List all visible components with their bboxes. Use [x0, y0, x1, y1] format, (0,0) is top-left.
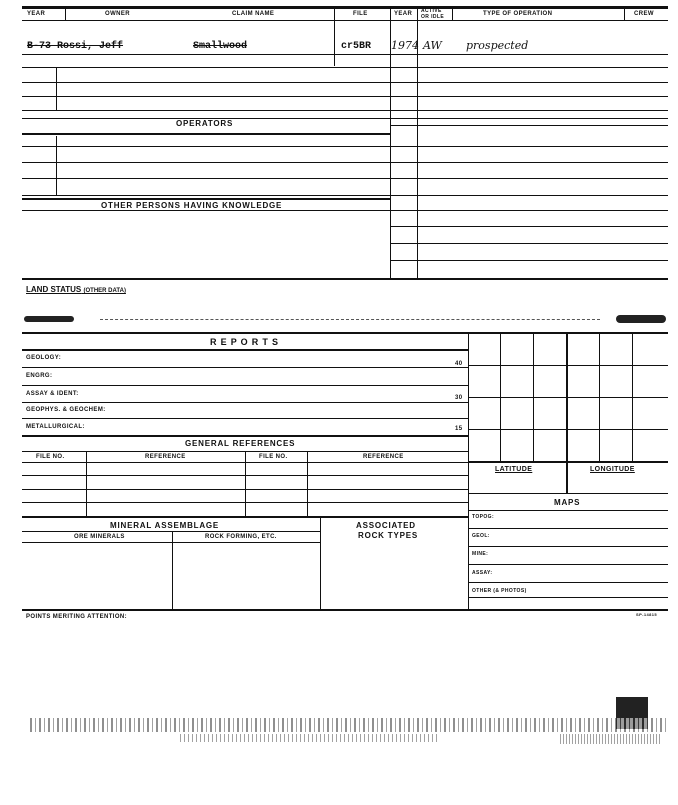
scan-smudge: [24, 316, 74, 322]
row-line: [390, 226, 668, 227]
divider: [65, 8, 66, 20]
row-line: [468, 582, 668, 583]
map-geol: GEOL:: [472, 533, 490, 539]
map-topog: TOPOG:: [472, 514, 495, 520]
rock-types-heading: ROCK TYPES: [358, 531, 419, 540]
scan-smudge: [616, 315, 666, 323]
dashed-line: [100, 319, 600, 320]
section-line: [22, 332, 668, 334]
divider: [452, 8, 453, 20]
row-line: [468, 528, 668, 529]
report-number-15: 15: [455, 426, 463, 432]
scan-noise-band: [30, 718, 666, 732]
header-underline: [22, 20, 668, 21]
row-line: [22, 67, 668, 68]
claim-name-entry: Smallwood: [193, 41, 248, 52]
report-assay-ident: ASSAY & IDENT:: [26, 391, 79, 397]
row-line: [390, 125, 668, 126]
map-other-photos: OTHER (& PHOTOS): [472, 588, 527, 594]
row-line: [390, 210, 668, 211]
ref-header-reference-2: REFERENCE: [363, 454, 404, 460]
land-status-heading: LAND STATUS (OTHER DATA): [26, 285, 126, 294]
section-line: [22, 278, 668, 280]
row-line: [22, 82, 668, 83]
header-type-of-operation: TYPE OF OPERATION: [483, 11, 553, 17]
divider: [56, 136, 57, 196]
row-line: [22, 531, 320, 532]
row-line: [22, 96, 668, 97]
reports-heading: R E P O R T S: [210, 337, 279, 347]
year-entry: 1974: [391, 39, 419, 52]
header-year: YEAR: [27, 11, 46, 17]
row-line: [22, 146, 668, 147]
divider: [468, 333, 469, 609]
row-line: [468, 493, 668, 494]
divider: [334, 8, 335, 66]
report-geology: GEOLOGY:: [26, 355, 62, 361]
mineral-assemblage-heading: MINERAL ASSEMBLAGE: [110, 521, 220, 530]
row-line: [22, 418, 468, 419]
header-owner: OWNER: [105, 11, 130, 17]
row-line: [22, 178, 668, 179]
map-mine: MINE:: [472, 551, 489, 557]
row-line: [22, 516, 468, 518]
row-line: [390, 260, 668, 261]
ore-minerals-header: ORE MINERALS: [74, 534, 125, 540]
report-geophys: GEOPHYS. & GEOCHEM:: [26, 407, 106, 413]
active-idle-entry: AW: [423, 39, 442, 52]
points-meriting-attention: POINTS MERITING ATTENTION:: [26, 614, 128, 620]
top-border: [22, 6, 668, 9]
divider: [320, 516, 321, 609]
row-line: [468, 597, 668, 598]
divider: [172, 531, 173, 609]
row-line: [22, 435, 468, 437]
report-metallurgical: METALLURGICAL:: [26, 424, 85, 430]
row-line: [22, 210, 390, 211]
row-line: [22, 385, 468, 386]
row-line: [22, 195, 668, 196]
row-line: [468, 564, 668, 565]
longitude-label: LONGITUDE: [590, 466, 635, 473]
row-line: [22, 133, 390, 135]
header-active: ACTIVE: [421, 8, 442, 14]
ref-header-file-no-1: FILE NO.: [36, 454, 65, 460]
row-line: [468, 510, 668, 511]
report-engrg: ENGRG:: [26, 373, 53, 379]
section-line: [22, 609, 668, 611]
divider: [624, 8, 625, 20]
report-number-30: 30: [455, 395, 463, 401]
row-line: [22, 542, 320, 543]
row-line: [22, 110, 668, 111]
row-line: [22, 54, 668, 55]
scan-noise-band: [180, 734, 440, 742]
row-line: [22, 118, 668, 119]
row-line: [22, 349, 468, 351]
header-or-idle: OR IDLE: [421, 14, 445, 20]
ref-header-reference-1: REFERENCE: [145, 454, 186, 460]
rock-forming-header: ROCK FORMING, ETC.: [205, 534, 277, 540]
header-crew: CREW: [634, 11, 654, 17]
grid-line: [468, 365, 668, 366]
row-line: [390, 243, 668, 244]
divider: [307, 451, 308, 516]
form-code: SP-14815: [636, 612, 657, 617]
grid-line: [468, 429, 668, 430]
general-references-heading: GENERAL REFERENCES: [185, 439, 296, 448]
scan-noise-band: [560, 734, 660, 744]
ref-header-file-no-2: FILE NO.: [259, 454, 288, 460]
row-line: [468, 546, 668, 547]
other-persons-heading: OTHER PERSONS HAVING KNOWLEDGE: [101, 201, 283, 210]
file-entry: cr5BR: [341, 41, 372, 52]
type-of-operation-entry: prospected: [466, 39, 529, 52]
associated-heading: ASSOCIATED: [356, 521, 416, 530]
grid-line: [468, 461, 668, 463]
map-assay: ASSAY:: [472, 570, 493, 576]
report-number-40: 40: [455, 361, 463, 367]
divider: [86, 451, 87, 516]
header-claim-name: CLAIM NAME: [232, 11, 275, 17]
row-line: [22, 198, 390, 200]
divider: [245, 451, 246, 516]
latitude-label: LATITUDE: [495, 466, 533, 473]
divider: [56, 68, 57, 110]
header-year-2: YEAR: [394, 11, 413, 17]
maps-heading: MAPS: [554, 498, 581, 507]
owner-entry: B-73 Rossi, Jeff: [27, 41, 124, 52]
header-file: FILE: [353, 11, 368, 17]
row-line: [22, 367, 468, 368]
operators-heading: OPERATORS: [176, 119, 234, 128]
row-line: [22, 162, 668, 163]
row-line: [22, 402, 468, 403]
grid-line: [566, 333, 568, 493]
grid-line: [468, 397, 668, 398]
